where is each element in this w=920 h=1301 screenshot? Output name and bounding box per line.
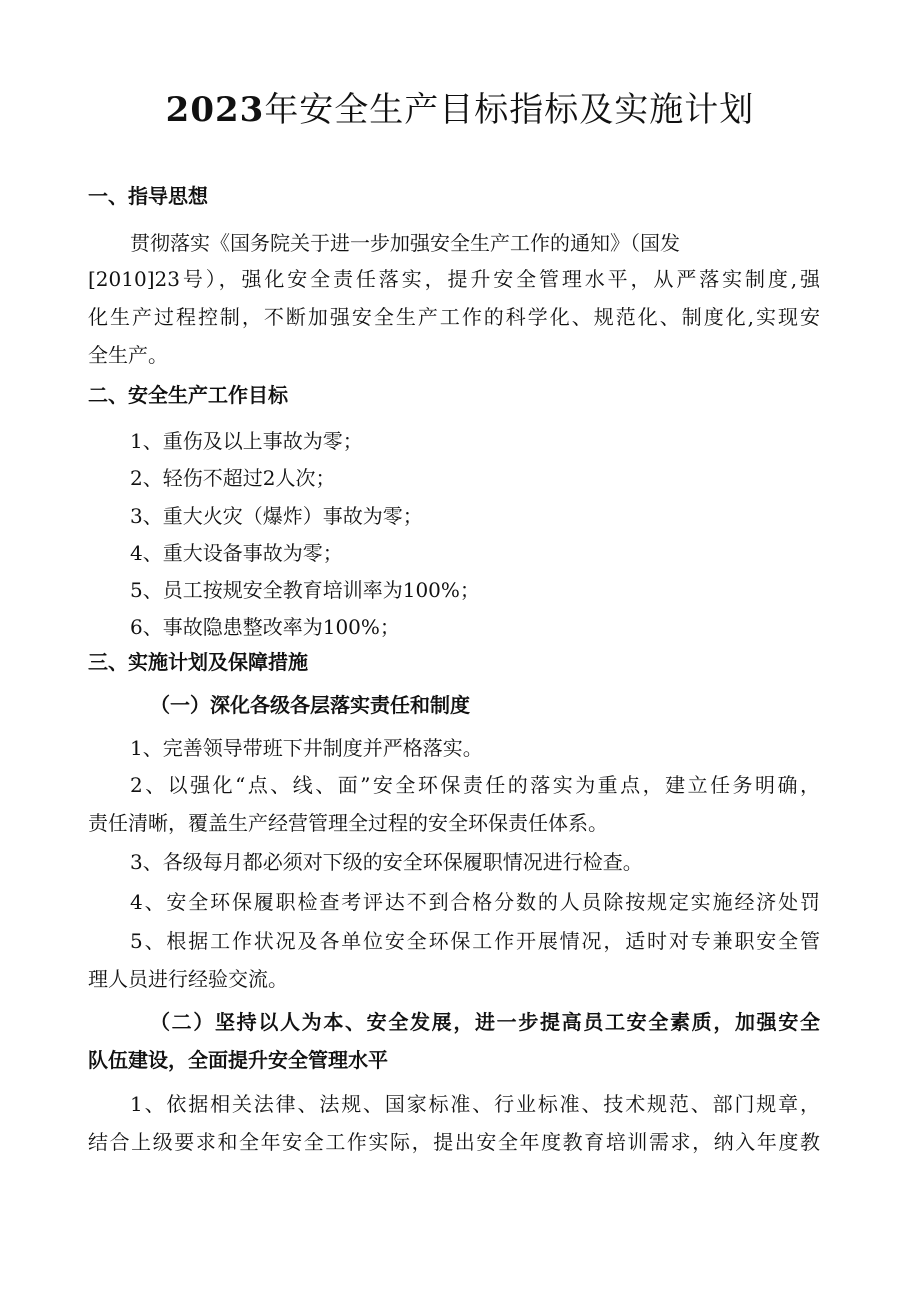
list-item: 6、事故隐患整改率为100%；	[130, 615, 400, 639]
list-item: 4、重大设备事故为零；	[130, 541, 343, 565]
section-heading-1: 一、指导思想	[88, 184, 208, 208]
paragraph-line: 1、完善领导带班下井制度并严格落实。	[130, 736, 483, 760]
list-item: 5、员工按规安全教育培训率为100%；	[130, 578, 480, 602]
title-year: 2023	[165, 90, 265, 130]
paragraph-line: 1、依据相关法律、法规、国家标准、行业标准、技术规范、部门规章，	[130, 1092, 820, 1116]
paragraph-line: 理人员进行经验交流。	[88, 967, 288, 991]
list-item: 2、轻伤不超过2人次；	[130, 466, 336, 490]
paragraph-line: 化生产过程控制，不断加强安全生产工作的科学化、规范化、制度化,实现安	[88, 305, 820, 329]
paragraph-line: 4、安全环保履职检查考评达不到合格分数的人员除按规定实施经济处罚	[130, 890, 820, 914]
paragraph-line: 责任清晰，覆盖生产经营管理全过程的安全环保责任体系。	[88, 811, 608, 835]
section-heading-3: 三、实施计划及保障措施	[88, 650, 308, 674]
paragraph-line: 结合上级要求和全年安全工作实际，提出安全年度教育培训需求，纳入年度教	[88, 1130, 820, 1154]
list-item: 1、重伤及以上事故为零；	[130, 429, 363, 453]
paragraph-line: 2、以强化“点、线、面”安全环保责任的落实为重点，建立任务明确，	[130, 773, 820, 797]
section-heading-2: 二、安全生产工作目标	[88, 383, 288, 407]
subsection-heading: 队伍建设，全面提升安全管理水平	[88, 1048, 388, 1072]
subsection-heading: （二）坚持以人为本、安全发展，进一步提高员工安全素质，加强安全	[150, 1010, 820, 1034]
paragraph-line: 贯彻落实《国务院关于进一步加强安全生产工作的通知》（国发	[130, 231, 680, 255]
title-text: 年安全生产目标指标及实施计划	[264, 90, 755, 130]
document-title	[0, 86, 920, 134]
list-item: 3、重大火灾（爆炸）事故为零；	[130, 504, 423, 528]
subsection-heading: （一）深化各级各层落实责任和制度	[150, 693, 470, 717]
paragraph-line: 全生产。	[88, 343, 168, 367]
paragraph-line: 3、各级每月都必须对下级的安全环保履职情况进行检查。	[130, 850, 643, 874]
paragraph-line: 5、根据工作状况及各单位安全环保工作开展情况，适时对专兼职安全管	[130, 929, 820, 953]
paragraph-line: [2010]23号），强化安全责任落实，提升安全管理水平，从严落实制度,强	[88, 267, 820, 291]
